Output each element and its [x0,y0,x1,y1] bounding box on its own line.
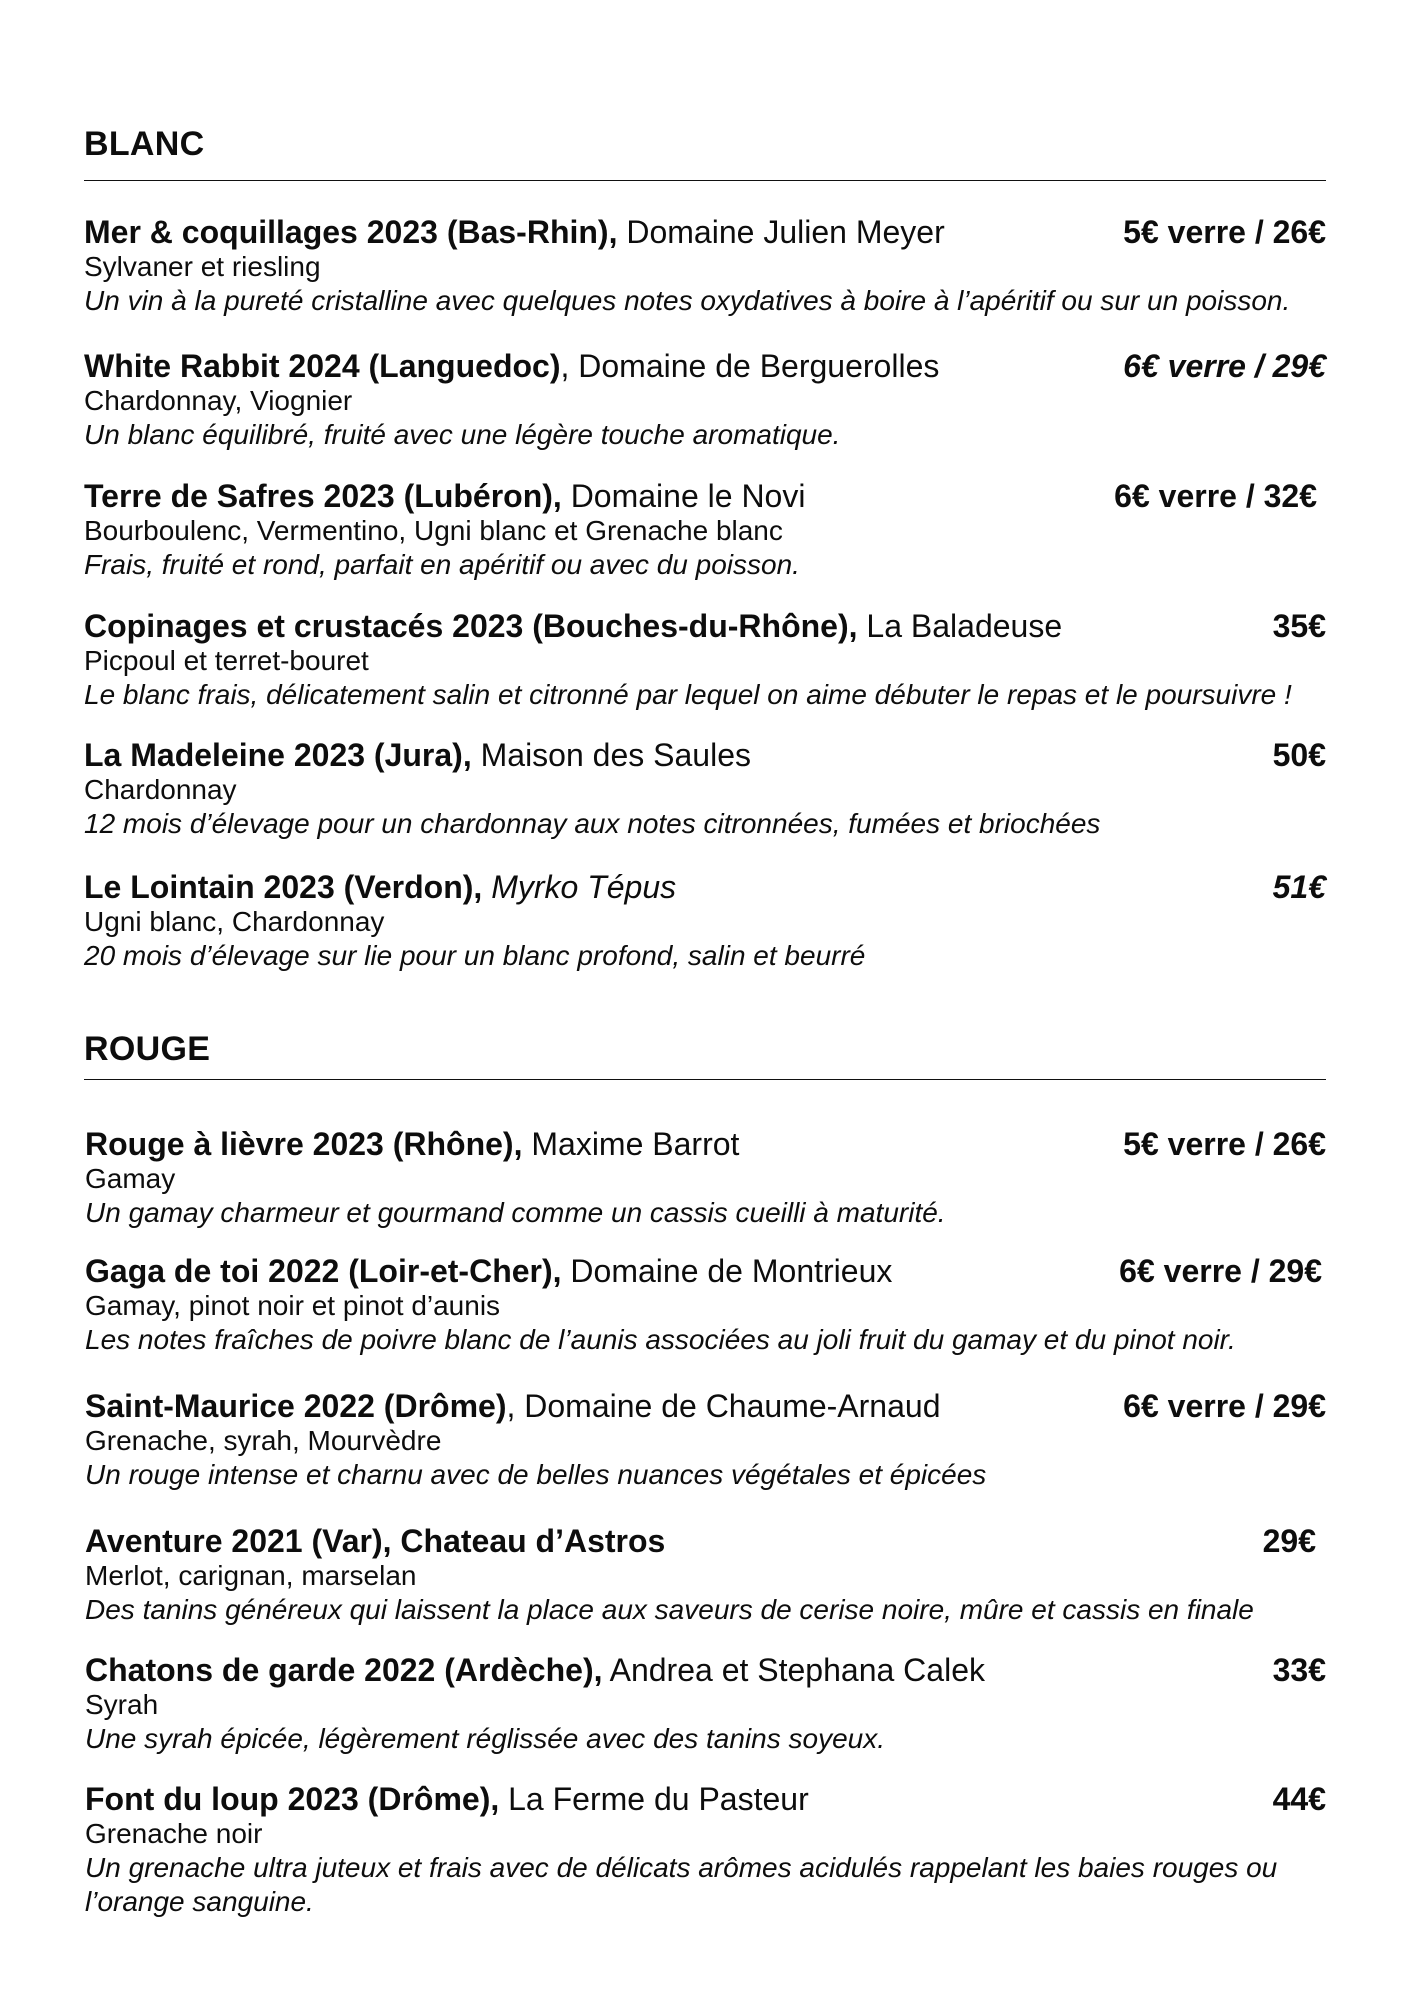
wine-producer: , Domaine de Chaume-Arnaud [506,1388,941,1424]
wine-grapes: Ugni blanc, Chardonnay [84,906,385,937]
wine-producer: Andrea et Stephana Calek [609,1652,985,1688]
wine-price: 29€ [1262,1523,1316,1559]
wine-description: 20 mois d’élevage sur lie pour un blanc profond, salin et beurré [84,940,866,971]
wine-title-row [85,1126,1326,1162]
wine-producer: Maxime Barrot [531,1126,740,1162]
wine-price: 6€ verre / 32€ [1114,478,1317,514]
wine-entry [84,869,1326,973]
wine-grapes: Picpoul et terret-bouret [84,645,369,676]
wine-producer: Myrko Tépus [491,869,677,905]
wine-price: 44€ [1272,1781,1326,1817]
wine-entry [85,1388,1326,1492]
wine-name: Chatons de garde 2022 (Ardèche), [85,1652,603,1688]
wine-producer: Domaine le Novi [570,478,806,514]
wine-title-row [84,737,1326,773]
wine-name: Mer & coquillages 2023 (Bas-Rhin), [84,214,618,250]
wine-title-row [85,1523,1326,1559]
wine-description: Frais, fruité et rond, parfait en apéritif ou avec du poisson. [84,549,800,580]
wine-entry [84,478,1326,582]
section-divider [84,180,1326,181]
wine-description: Des tanins généreux qui laissent la place aux saveurs de cerise noire, mûre et cassis en finale [85,1594,1254,1625]
wine-description: Un vin à la pureté cristalline avec quelques notes oxydatives à boire à l’apéritif ou sur un poisson. [84,285,1291,316]
wine-name: Gaga de toi 2022 (Loir-et-Cher), [85,1253,562,1289]
wine-name: Rouge à lièvre 2023 (Rhône), [85,1126,523,1162]
wine-grapes: Chardonnay, Viognier [84,385,353,416]
wine-entry [84,608,1326,712]
wine-price: 33€ [1272,1652,1326,1688]
wine-grapes: Gamay, pinot noir et pinot d’aunis [85,1290,501,1321]
wine-entry [85,1126,1326,1230]
wine-entry [85,1523,1326,1627]
wine-title-row [85,1253,1326,1289]
wine-entry [84,348,1326,452]
wine-title-row [85,1652,1326,1688]
wine-entry [85,1652,1326,1756]
wine-price: 5€ verre / 26€ [1123,214,1326,250]
wine-price: 35€ [1272,608,1326,644]
wine-producer: Domaine Julien Meyer [626,214,945,250]
wine-price: 51€ [1272,869,1326,905]
wine-grapes: Sylvaner et riesling [84,251,321,282]
wine-producer: La Ferme du Pasteur [508,1781,809,1817]
wine-name: Font du loup 2023 (Drôme), [85,1781,500,1817]
wine-grapes: Bourboulenc, Vermentino, Ugni blanc et Grenache blanc [84,515,783,546]
wine-description: Un grenache ultra juteux et frais avec de délicats arômes acidulés rappelant les baies rouges ou l’orange sanguine. [85,1852,1278,1917]
wine-price: 5€ verre / 26€ [1123,1126,1326,1162]
wine-title-row [84,869,1326,905]
wine-name: White Rabbit 2024 (Languedoc) [84,348,561,384]
wine-title-row [84,214,1326,250]
wine-description: Un blanc équilibré, fruité avec une légère touche aromatique. [84,419,841,450]
wine-producer: Domaine de Montrieux [570,1253,893,1289]
wine-grapes: Gamay [85,1163,176,1194]
wine-grapes: Syrah [85,1689,159,1720]
wine-grapes: Merlot, carignan, marselan [85,1560,417,1591]
wine-title-row [85,1781,1326,1817]
wine-title-row [84,478,1326,514]
wine-name: Terre de Safres 2023 (Lubéron), [84,478,562,514]
wine-producer: , Domaine de Berguerolles [560,348,940,384]
wine-grapes: Chardonnay [84,774,237,805]
wine-grapes: Grenache noir [85,1818,263,1849]
section-divider [84,1079,1326,1080]
wine-producer: La Baladeuse [866,608,1063,644]
wine-entry [85,1781,1326,1919]
wine-price: 50€ [1272,737,1326,773]
wine-description: Un rouge intense et charnu avec de belles nuances végétales et épicées [85,1459,987,1490]
wine-producer: Maison des Saules [480,737,751,773]
wine-name: La Madeleine 2023 (Jura), [84,737,472,773]
wine-title-row [85,1388,1326,1424]
wine-name: Copinages et crustacés 2023 (Bouches-du-Rhône), [84,608,858,644]
wine-name: Le Lointain 2023 (Verdon), [84,869,483,905]
wine-description: Un gamay charmeur et gourmand comme un cassis cueilli à maturité. [85,1197,946,1228]
wine-name: Aventure 2021 (Var), Chateau d’Astros [85,1523,666,1559]
wine-entry [84,737,1326,841]
wine-price: 6€ verre / 29€ [1119,1253,1322,1289]
section-heading-rouge: ROUGE [84,1030,211,1068]
wine-description: 12 mois d’élevage pour un chardonnay aux notes citronnées, fumées et briochées [84,808,1101,839]
wine-title-row [84,348,1326,384]
section-heading-blanc: BLANC [84,125,205,163]
wine-entry [85,1253,1326,1357]
wine-price: 6€ verre / 29€ [1123,348,1326,384]
wine-description: Le blanc frais, délicatement salin et citronné par lequel on aime débuter le repas et le poursuivre ! [84,679,1292,710]
wine-price: 6€ verre / 29€ [1123,1388,1326,1424]
wine-grapes: Grenache, syrah, Mourvèdre [85,1425,442,1456]
wine-name: Saint-Maurice 2022 (Drôme) [85,1388,507,1424]
wine-title-row [84,608,1326,644]
wine-entry [84,214,1326,318]
wine-description: Les notes fraîches de poivre blanc de l’aunis associées au joli fruit du gamay et du pinot noir. [85,1324,1236,1355]
wine-description: Une syrah épicée, légèrement réglissée avec des tanins soyeux. [85,1723,885,1754]
